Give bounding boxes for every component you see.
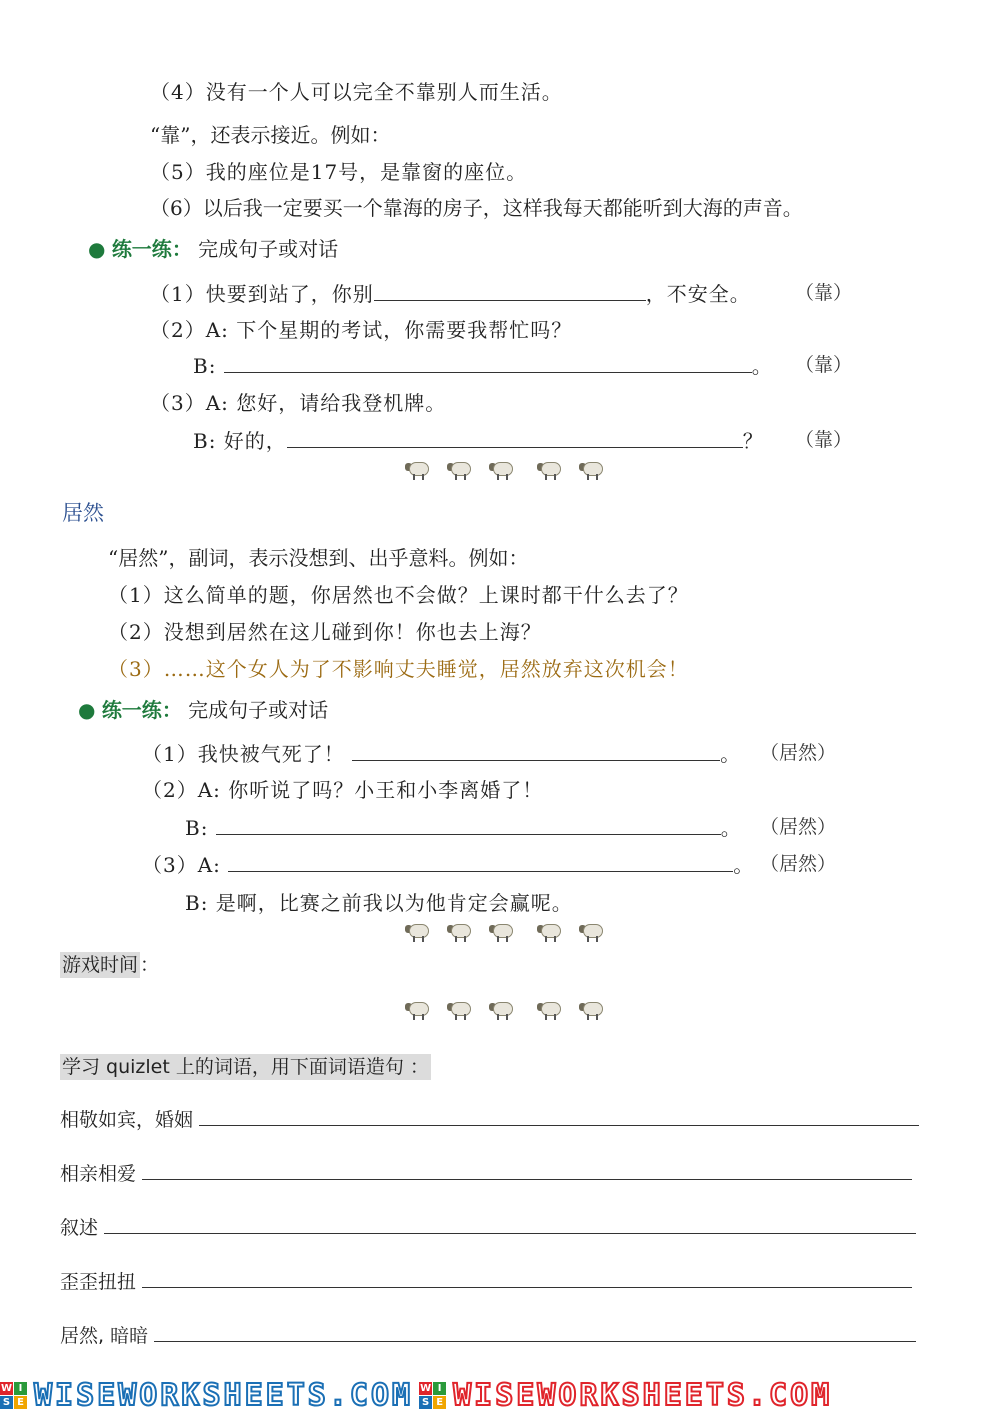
answer-blank[interactable] (374, 280, 646, 301)
exercise-heading-2: ● 练一练： 完成句子或对话 (78, 698, 329, 722)
vocab-row: 叙述 (60, 1213, 916, 1240)
kao-q1: （1）快要到站了，你别 ，不安全。 (150, 282, 751, 306)
sentence-blank[interactable] (104, 1213, 916, 1234)
exercise-label: 练一练 (111, 237, 172, 261)
watermark-text: WISEWORKSHEETS.COM (453, 1378, 833, 1413)
watermark-banner (0, 1378, 1000, 1413)
sheep-icon (489, 922, 513, 942)
vocab-row: 居然, 暗暗 (60, 1321, 916, 1348)
kao-q2-hint: （靠） (795, 354, 853, 376)
wise-logo-icon: W I S E (0, 1382, 28, 1410)
vocab-row: 相敬如宾，婚姻 (60, 1105, 919, 1132)
sheep-icon (405, 460, 429, 480)
sentence-blank[interactable] (199, 1105, 919, 1126)
game-heading: 游戏时间 ： (62, 954, 160, 976)
watermark-text: WISEWORKSHEETS.COM (34, 1378, 414, 1413)
example-4: （4）没有一个人可以完全不靠别人而生活。 (150, 80, 563, 104)
exercise-heading-1: ● 练一练： 完成句子或对话 (88, 237, 339, 261)
juran-q1: （1）我快被气死了！ 。 (142, 742, 742, 766)
kao-q2-a: （2）A: 下个星期的考试，你需要我帮忙吗？ (150, 318, 573, 342)
sheep-icon (489, 460, 513, 480)
exercise-desc: 完成句子或对话 (188, 698, 329, 722)
sheep-icon (447, 460, 471, 480)
exercise-label: 练一练 (101, 698, 162, 722)
sheep-icon (579, 1000, 603, 1020)
bullet-icon: ● (78, 698, 96, 722)
sheep-icon (537, 922, 561, 942)
sheep-icon (447, 1000, 471, 1020)
kao-intro: “靠”，还表示接近。例如： (150, 123, 391, 147)
answer-blank[interactable] (352, 740, 720, 761)
juran-q3-b: B: 是啊，比赛之前我以为他肯定会赢呢。 (185, 891, 573, 915)
sheep-divider (405, 460, 603, 480)
sheep-icon (489, 1000, 513, 1020)
vocab-row: 歪歪扭扭 (60, 1267, 912, 1294)
juran-q2-hint: （居然） (760, 816, 837, 838)
juran-example-1: （1）这么简单的题，你居然也不会做？上课时都干什么去了？ (108, 583, 689, 607)
sentence-blank[interactable] (154, 1321, 916, 1342)
juran-q1-hint: （居然） (760, 742, 837, 764)
sheep-divider (405, 1000, 603, 1020)
sheep-icon (537, 460, 561, 480)
juran-q3-hint: （居然） (760, 853, 837, 875)
kao-q2-b: B: 。 (193, 354, 773, 378)
answer-blank[interactable] (287, 427, 743, 448)
vocab-instruction: 学习 quizlet 上的词语，用下面词语造句 ： (62, 1056, 429, 1078)
kao-q3-a: （3）A: 您好，请给我登机牌。 (150, 391, 447, 415)
sentence-blank[interactable] (142, 1159, 912, 1180)
section-title: 居然 (62, 501, 104, 525)
sentence-blank[interactable] (142, 1267, 912, 1288)
example-5: （5）我的座位是17号，是靠窗的座位。 (150, 160, 528, 184)
sheep-divider (405, 922, 603, 942)
wise-logo-icon: W I S E (419, 1382, 447, 1410)
juran-q2-a: （2）A: 你听说了吗？小王和小李离婚了！ (142, 778, 544, 802)
answer-blank[interactable] (224, 352, 752, 373)
answer-blank[interactable] (216, 814, 721, 835)
juran-intro: “居然”，副词，表示没想到、出乎意料。例如： (108, 546, 529, 570)
juran-q2-b: B: 。 (185, 816, 742, 840)
kao-q3-hint: （靠） (795, 429, 853, 451)
sheep-icon (579, 460, 603, 480)
sheep-icon (405, 922, 429, 942)
answer-blank[interactable] (228, 851, 733, 872)
example-6: （6）以后我一定要买一个靠海的房子，这样我每天都能听到大海的声音。 (150, 196, 803, 220)
juran-example-3: （3）……这个女人为了不影响丈夫睡觉，居然放弃这次机会！ (108, 657, 689, 681)
sheep-icon (447, 922, 471, 942)
sheep-icon (405, 1000, 429, 1020)
kao-q1-hint: （靠） (795, 282, 853, 304)
sheep-icon (537, 1000, 561, 1020)
juran-q3-a: （3）A: 。 (142, 853, 755, 877)
kao-q3-b: B: 好的， ？ (193, 429, 764, 453)
bullet-icon: ● (88, 237, 106, 261)
sheep-icon (579, 922, 603, 942)
juran-example-2: （2）没想到居然在这儿碰到你！你也去上海？ (108, 620, 542, 644)
vocab-row: 相亲相爱 (60, 1159, 912, 1186)
exercise-desc: 完成句子或对话 (198, 237, 339, 261)
